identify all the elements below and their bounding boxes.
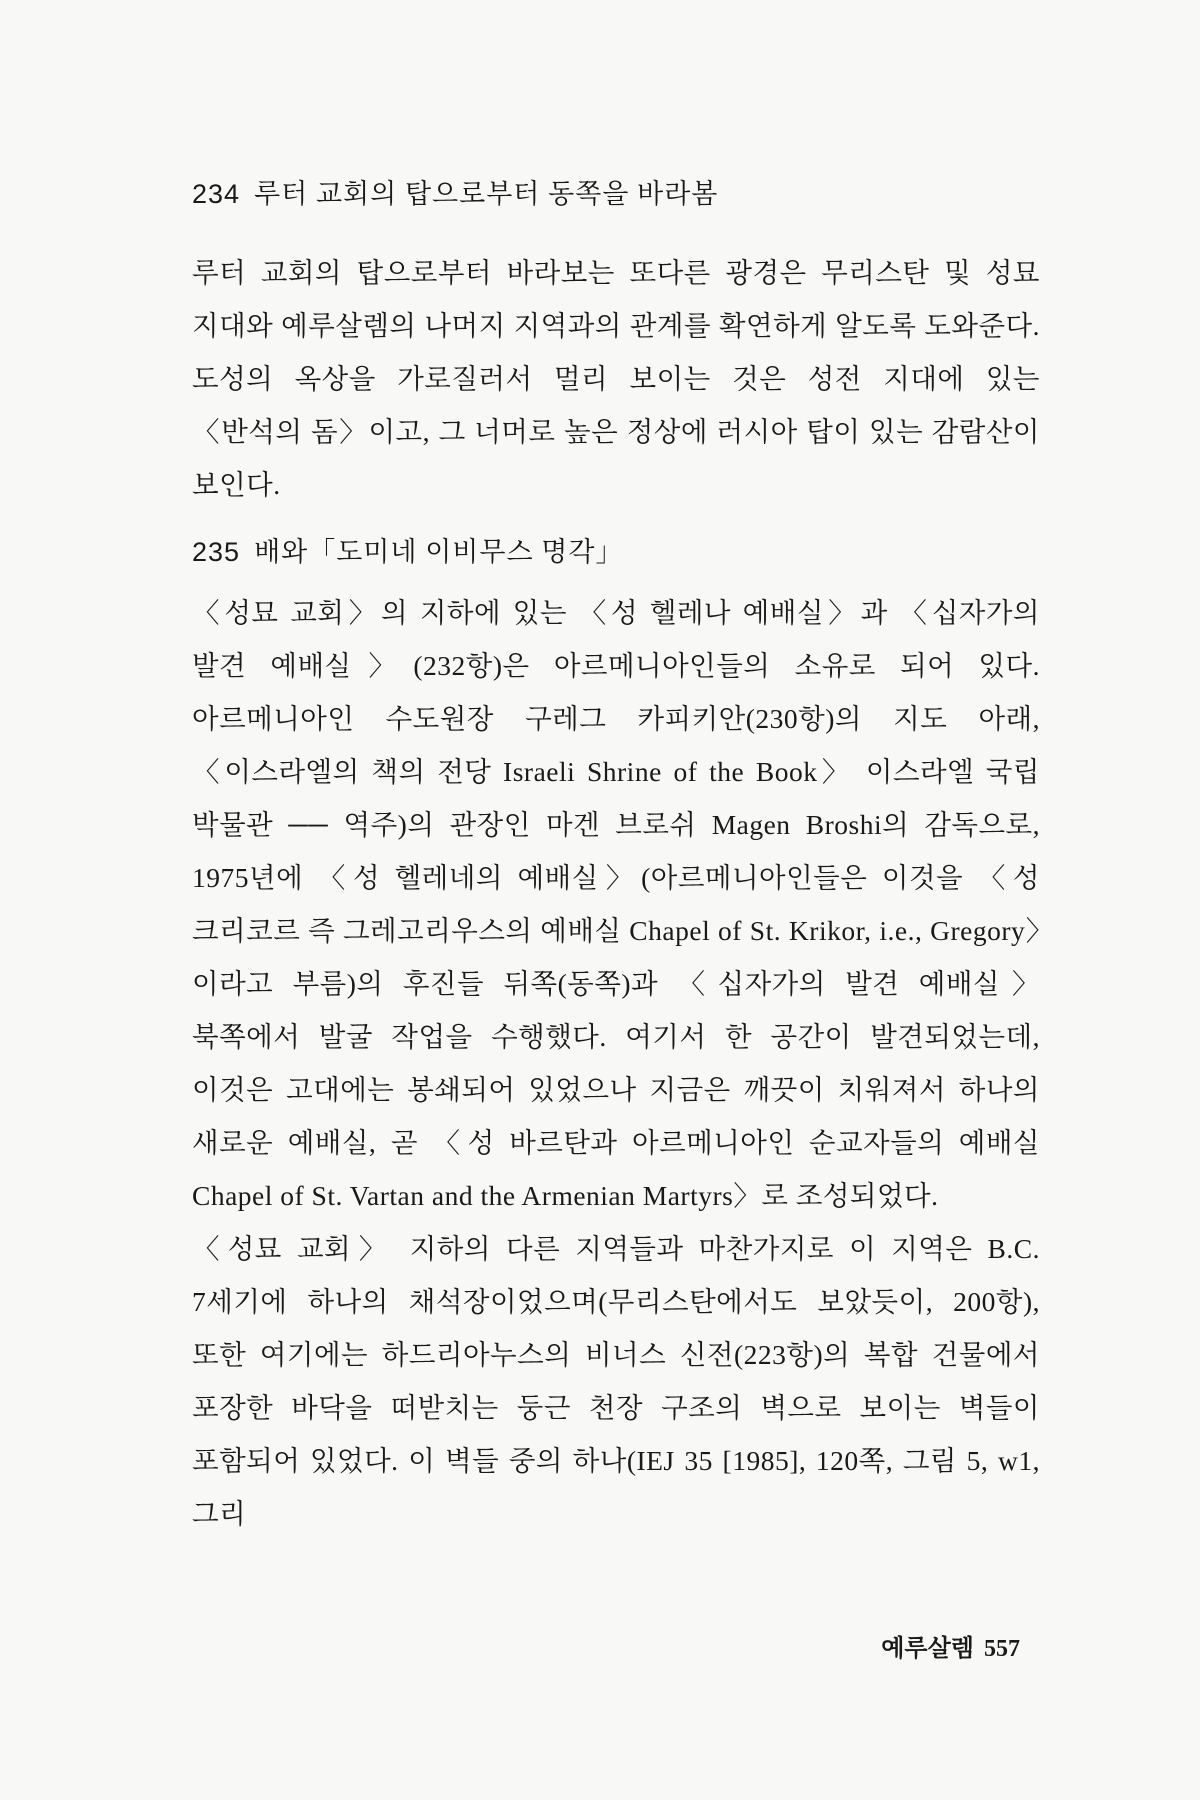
paragraph: 〈성묘 교회〉 지하의 다른 지역들과 마찬가지로 이 지역은 B.C. 7세기에 하나의 채석장이었으며(무리스탄에서도 보았듯이, 200항), 또한 여기에는 하드리아누스의 비너스 신전(223항)의 복합 건물에서 포장한 바닥을 떠받치는 둥근 천장 구조의 벽으로 보이는 벽들이 포함되어 있었다. 이 벽들 중의 하나(IEJ 35 [1985], 120쪽, 그림 5, w1, 그리: [192, 1233, 1040, 1529]
section-234-heading: [192, 172, 1040, 211]
paragraph: 루터 교회의 탑으로부터 바라보는 또다른 광경은 무리스탄 및 성묘 지대와 예루살렘의 나머지 지역과의 관계를 확연하게 알도록 도와준다. 도성의 옥상을 가로질러서 멀리 보이는 것은 성전 지대에 있는 〈반석의 돔〉이고, 그 너머로 높은 정상에 러시아 탑이 있는 감람산이 보인다.: [192, 257, 1040, 500]
page-footer: [881, 1628, 1020, 1663]
section-235-heading: [192, 530, 1040, 569]
paragraph: 〈성묘 교회〉의 지하에 있는 〈성 헬레나 예배실〉과 〈십자가의 발견 예배실〉(232항)은 아르메니아인들의 소유로 되어 있다. 아르메니아인 수도원장 구레그 카피키안(230항)의 지도 아래, 〈이스라엘의 책의 전당 Israeli Shrine of the Book〉 이스라엘 국립 박물관 ── 역주)의 관장인 마겐 브로쉬 Magen Broshi의 감독으로, 1975년에 〈성 헬레네의 예배실〉(아르메니아인들은 이것을 〈성 크리코르 즉 그레고리우스의 예배실 Chapel of St. Krikor, i.e., Gregory〉이라고 부름)의 후진들 뒤쪽(동쪽)과 〈십자가의 발견 예배실〉 북쪽에서 발굴 작업을 수행했다. 여기서 한 공간이 발견되었는데, 이것은 고대에는 봉쇄되어 있었으나 지금은 깨끗이 치워져서 하나의 새로운 예배실, 곧 〈성 바르탄과 아르메니아인 순교자들의 예배실 Chapel of St. Vartan and the Armenian Martyrs〉로 조성되었다.: [192, 597, 1040, 1211]
page-number: 557: [984, 1636, 1020, 1662]
section-title: 루터 교회의 탑으로부터 동쪽을 바라봄: [254, 179, 719, 209]
section-number: 234: [192, 179, 241, 209]
section-number: 235: [192, 537, 241, 567]
section-234-body: [192, 246, 1040, 511]
section-title: 배와「도미네 이비무스 명각」: [254, 537, 624, 567]
section-235-body: [192, 586, 1040, 1540]
running-title: 예루살렘: [881, 1636, 974, 1662]
